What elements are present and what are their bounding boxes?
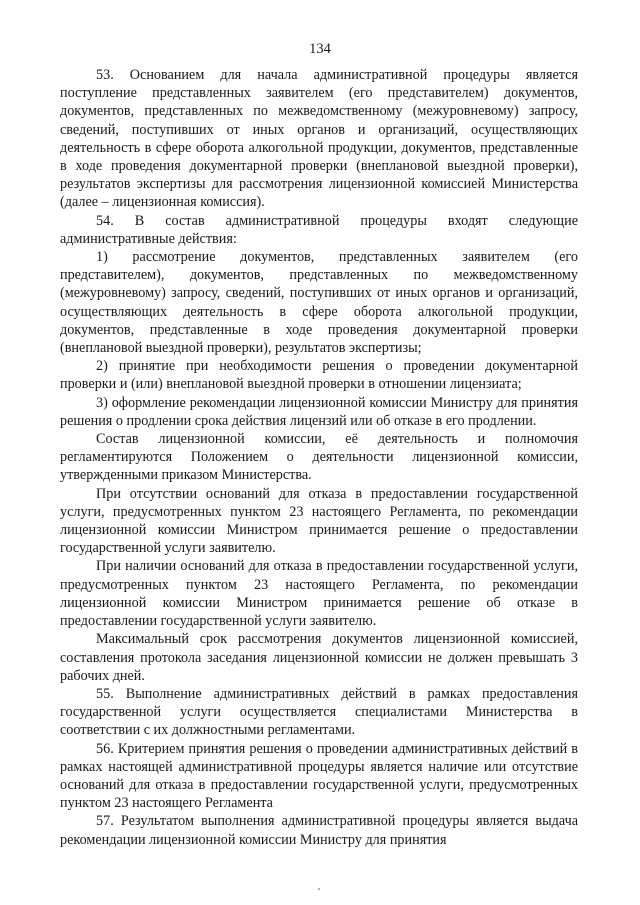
document-body <box>60 66 578 849</box>
paragraph-53: 53. Основанием для начала административной процедуры является поступление представленных заявителем (его представителем) документов, документов, представленных по межведомственному (межуровневому) запросу, сведений, поступивших от иных органов и организаций, осуществляющих деятельность в сфере оборота алкогольной продукции, документов, представленные в ходе проведения документарной проверки (внеплановой выездной проверки), результатов экспертизы для рассмотрения лицензионной комиссией Министерства (далее – лицензионная комиссия). <box>60 67 578 211</box>
paragraph-grounds: При наличии оснований для отказа в предоставлении государственной услуги, предусмотренных пунктом 23 настоящего Регламента, по рекомендации лицензионной комиссии Министром принимается решение об отказе в предоставлении государственной услуги заявителю. <box>60 558 578 630</box>
list-item-2: 2) принятие при необходимости решения о проведении документарной проверки и (или) внеплановой выездной проверки в отношении лицензиата; <box>60 358 578 393</box>
list-item-3: 3) оформление рекомендации лицензионной комиссии Министру для принятия решения о продлении срока действия лицензий или об отказе в его продлении. <box>60 394 578 429</box>
paragraph-57: 57. Результатом выполнения административной процедуры является выдача рекомендации лицензионной комиссии Министру для принятия <box>60 813 578 848</box>
paragraph-commission: Состав лицензионной комиссии, её деятельность и полномочия регламентируются Положением о деятельности лицензионной комиссии, утвержденными приказом Министерства. <box>60 431 578 484</box>
paragraph-54: 54. В состав административной процедуры входят следующие административные действия: <box>60 212 578 247</box>
paragraph-max-term: Максимальный срок рассмотрения документов лицензионной комиссией, составления протокола заседания лицензионной комиссии не должен превышать 3 рабочих дней. <box>60 631 578 684</box>
list-item-1: 1) рассмотрение документов, представленных заявителем (его представителем), документов, представленных по межведомственному (межуровневому) запросу, сведений, поступивших от иных органов и организаций, осуществляющих деятельность в сфере оборота алкогольной продукции, документов, представленные в ходе проведения документарной проверки (внеплановой выездной проверки), результатов экспертизы; <box>60 249 578 357</box>
paragraph-55: 55. Выполнение административных действий в рамках предоставления государственной услуги осуществляется специалистами Министерства в соответствии с их должностными регламентами. <box>60 685 578 739</box>
paragraph-no-grounds: При отсутствии оснований для отказа в предоставлении государственной услуги, предусмотренных пунктом 23 настоящего Регламента, по рекомендации лицензионной комиссии Министром принимается решение о предоставлении государственной услуги заявителю. <box>60 485 578 557</box>
paragraph-56: 56. Критерием принятия решения о проведении административных действий в рамках настоящей административной процедуры является наличие или отсутствие оснований для отказа в предоставлении государственной услуги, предусмотренных пунктом 23 настоящего Регламента <box>60 740 578 812</box>
scan-speck <box>318 888 320 890</box>
page-number: 134 <box>309 41 331 57</box>
